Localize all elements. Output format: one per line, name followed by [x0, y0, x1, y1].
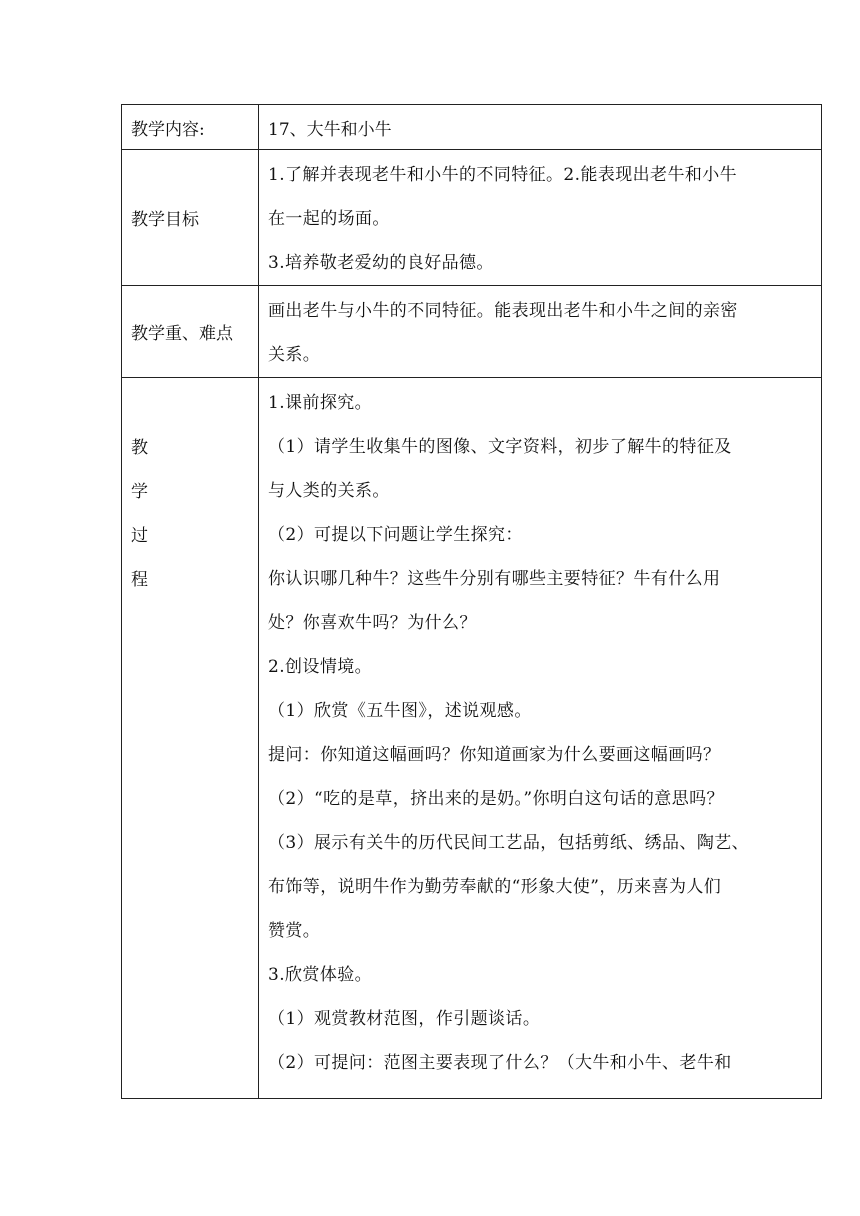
content-value: 17、大牛和小牛: [259, 105, 822, 150]
lesson-plan-table: [121, 104, 822, 1099]
process-label-char: 学: [131, 482, 148, 502]
process-line: 1.课前探究。: [268, 393, 373, 413]
process-label-char: 程: [131, 570, 148, 590]
goals-cell: [259, 150, 822, 286]
process-line: （2）可提以下问题让学生探究：: [268, 525, 523, 545]
process-label-char: 过: [131, 526, 148, 546]
goals-label: 教学目标: [122, 150, 259, 286]
key-points-line: 关系。: [268, 345, 321, 365]
process-line: （1）观赏教材范图，作引题谈话。: [268, 1009, 541, 1029]
content-label: 教学内容:: [122, 105, 259, 150]
goals-line: 1.了解并表现老牛和小牛的不同特征。2.能表现出老牛和小牛: [268, 165, 738, 185]
key-points-cell: [259, 286, 822, 378]
goals-line: 在一起的场面。: [268, 209, 390, 229]
row-key-points: [122, 286, 822, 378]
process-line: （2）“吃的是草，挤出来的是奶。”你明白这句话的意思吗？: [268, 789, 724, 809]
process-line: （1）欣赏《五牛图》，述说观感。: [268, 701, 532, 721]
process-line: 赞赏。: [268, 921, 321, 941]
process-line: 处？你喜欢牛吗？为什么？: [268, 613, 477, 633]
process-line: 布饰等，说明牛作为勤劳奉献的“形象大使”，历来喜为人们: [268, 877, 722, 897]
process-label: [122, 378, 259, 1099]
process-line: 你认识哪几种牛？这些牛分别有哪些主要特征？牛有什么用: [268, 569, 721, 589]
process-line: （2）可提问：范图主要表现了什么？（大牛和小牛、老牛和: [268, 1053, 732, 1073]
process-line: （1）请学生收集牛的图像、文字资料，初步了解牛的特征及: [268, 437, 732, 457]
process-line: 2.创设情境。: [268, 657, 373, 677]
goals-line: 3.培养敬老爱幼的良好品德。: [268, 253, 494, 273]
process-label-char: 教: [131, 438, 148, 458]
process-line: 3.欣赏体验。: [268, 965, 373, 985]
row-process: [122, 378, 822, 1099]
process-line: 与人类的关系。: [268, 481, 390, 501]
key-points-label: 教学重、难点: [122, 286, 259, 378]
key-points-line: 画出老牛与小牛的不同特征。能表现出老牛和小牛之间的亲密: [268, 301, 738, 321]
row-content: [122, 105, 822, 150]
process-line: （3）展示有关牛的历代民间工艺品，包括剪纸、绣品、陶艺、: [268, 833, 750, 853]
process-line: 提问：你知道这幅画吗？你知道画家为什么要画这幅画吗？: [268, 745, 721, 765]
process-cell: [259, 378, 822, 1099]
row-goals: [122, 150, 822, 286]
